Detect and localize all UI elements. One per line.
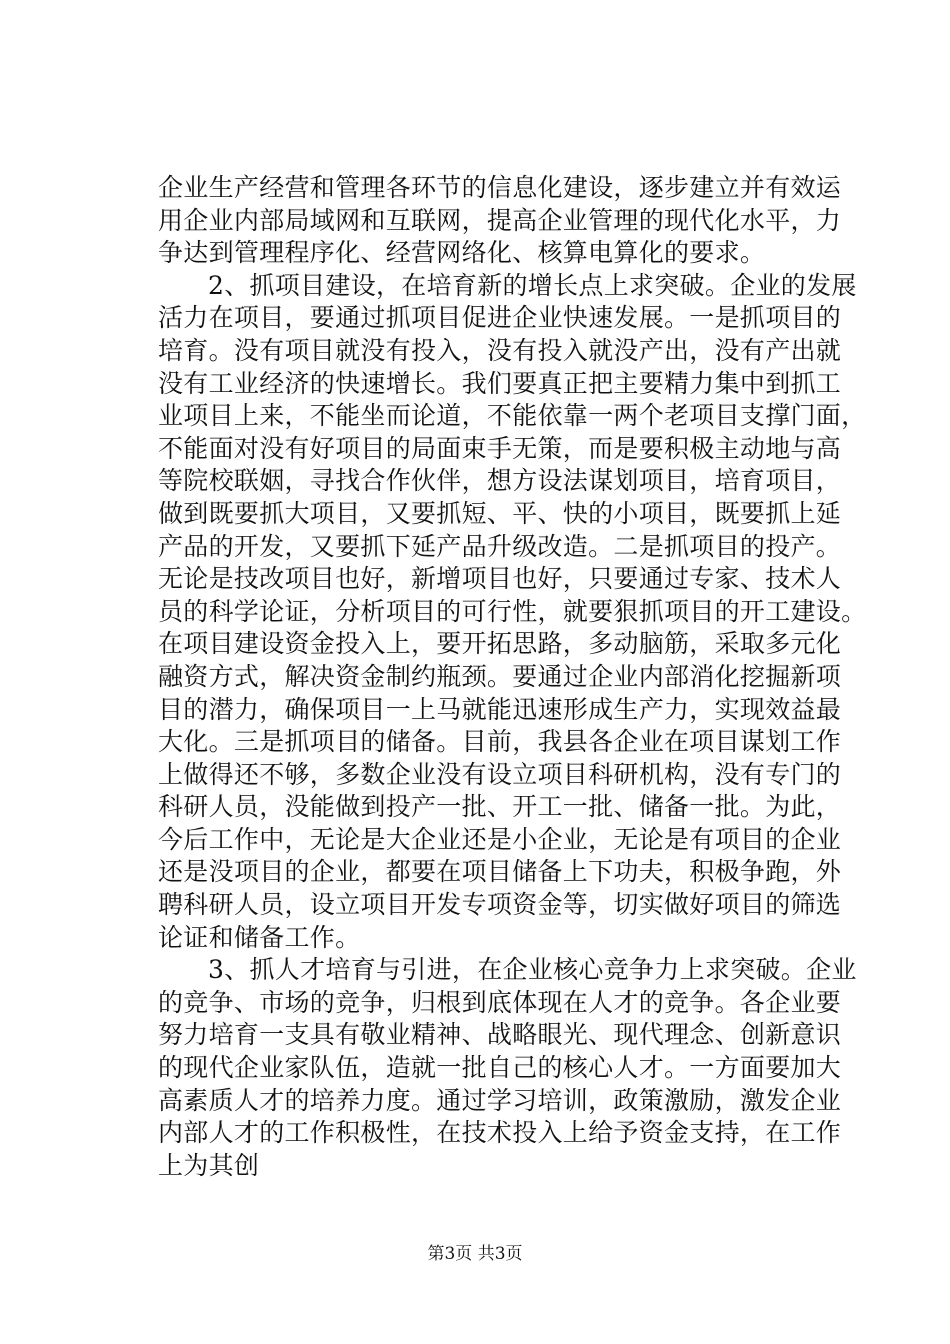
text-line: 产品的开发，又要抓下延产品升级改造。二是抓项目的投产。 bbox=[158, 531, 842, 561]
text-line: 企业生产经营和管理各环节的信息化建设，逐步建立并有效运 bbox=[158, 173, 842, 202]
text-line: 高素质人才的培养力度。通过学习培训，政策激励，激发企业 bbox=[158, 1085, 842, 1115]
text-line: 业项目上来，不能坐而论道，不能依靠一两个老项目支撑门面， bbox=[158, 401, 867, 431]
text-line: 聘科研人员，设立项目开发专项资金等，切实做好项目的筛选 bbox=[158, 890, 842, 920]
text-line: 内部人才的工作积极性，在技术投入上给予资金支持，在工作 bbox=[158, 1118, 842, 1148]
text-line: 上为其创 bbox=[158, 1150, 260, 1180]
text-line: 的竞争、市场的竞争，归根到底体现在人才的竞争。各企业要 bbox=[158, 987, 842, 1017]
document-body bbox=[158, 172, 867, 1182]
text-line: 不能面对没有好项目的局面束手无策，而是要积极主动地与高 bbox=[158, 433, 842, 463]
text-line: 争达到管理程序化、经营网络化、核算电算化的要求。 bbox=[158, 238, 766, 268]
text-line: 做到既要抓大项目，又要抓短、平、快的小项目，既要抓上延 bbox=[158, 498, 842, 528]
text-line: 等院校联姻，寻找合作伙伴，想方设法谋划项目，培育项目， bbox=[158, 466, 842, 496]
text-line: 培育。没有项目就没有投入，没有投入就没产出，没有产出就 bbox=[158, 335, 842, 365]
paragraph-start-line: 2、抓项目建设，在培育新的增长点上求突破。企业的发展 bbox=[208, 270, 857, 300]
text-line: 活力在项目，要通过抓项目促进企业快速发展。一是抓项目的 bbox=[158, 303, 842, 333]
text-line: 融资方式，解决资金制约瓶颈。要通过企业内部消化挖掘新项 bbox=[158, 661, 842, 691]
text-line: 今后工作中，无论是大企业还是小企业，无论是有项目的企业 bbox=[158, 824, 842, 854]
page-footer bbox=[0, 1244, 950, 1264]
text-line: 在项目建设资金投入上，要开拓思路，多动脑筋，采取多元化 bbox=[158, 629, 842, 659]
text-line: 的现代企业家队伍，造就一批自己的核心人才。一方面要加大 bbox=[158, 1053, 842, 1083]
text-line: 还是没项目的企业，都要在项目储备上下功夫，积极争跑，外 bbox=[158, 857, 842, 887]
text-line: 用企业内部局域网和互联网，提高企业管理的现代化水平，力 bbox=[158, 205, 842, 235]
text-line: 论证和储备工作。 bbox=[158, 922, 361, 952]
text-line: 大化。三是抓项目的储备。目前，我县各企业在项目谋划工作 bbox=[158, 727, 842, 757]
text-line: 目的潜力，确保项目一上马就能迅速形成生产力，实现效益最 bbox=[158, 694, 842, 724]
text-line: 无论是技改项目也好，新增项目也好，只要通过专家、技术人 bbox=[158, 564, 842, 594]
page-number-label: 第3页 共3页 bbox=[427, 1244, 523, 1264]
text-line: 科研人员，没能做到投产一批、开工一批、储备一批。为此， bbox=[158, 792, 842, 822]
text-line: 努力培育一支具有敬业精神、战略眼光、现代理念、创新意识 bbox=[158, 1020, 842, 1050]
text-line: 员的科学论证，分析项目的可行性，就要狠抓项目的开工建设。 bbox=[158, 596, 867, 626]
text-line: 上做得还不够，多数企业没有设立项目科研机构，没有专门的 bbox=[158, 759, 842, 789]
paragraph-start-line: 3、抓人才培育与引进，在企业核心竞争力上求突破。企业 bbox=[208, 955, 857, 985]
text-line: 没有工业经济的快速增长。我们要真正把主要精力集中到抓工 bbox=[158, 368, 842, 398]
